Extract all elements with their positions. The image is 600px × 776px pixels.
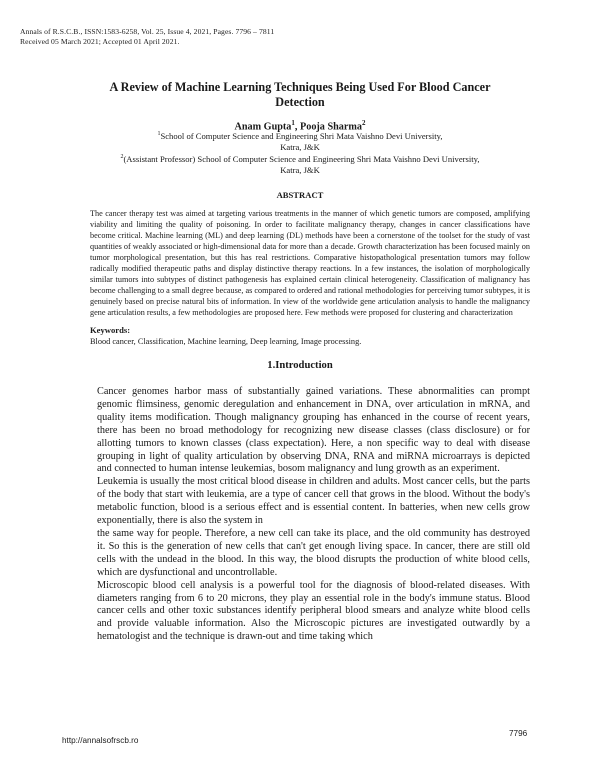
affiliation-1-superscript: 1 (157, 131, 161, 137)
paper-title (50, 80, 550, 110)
intro-paragraph-1: Cancer genomes harbor mass of substantially gained variations. These abnormalities can prompt genomic flimsiness, genomic deregulation and enhancement in DNA, over articulation in mRNA, and quality items modification. Though malignancy grouping has enhanced in the course of recent years, there has been no broad methodology for recognizing new disease classes (class disclosure) or for allotting tumors to known classes (class expectation). Here, a non specific way to deal with disease grouping in light of quality articulation by observing DNA, RNA and miRNA microarrays is depicted and connected to human intense leukemias, bosom malignancy and lung growth as an experiment. (97, 386, 530, 475)
affiliation-2-superscript: 2 (120, 154, 124, 160)
intro-paragraph-2b: the same way for people. Therefore, a new cell can take its place, and the old community has destroyed it. So this is the generation of new cells that can't get enough living space. In cancer, there are still old cells with the undead in the blood. In this way, the blood disrupts the production of white blood cells, which are dysfunctional and uncontrollable. (97, 527, 530, 578)
journal-header-line: Annals of R.S.C.B., ISSN:1583-6258, Vol. 25, Issue 4, 2021, Pages. 7796 – 7811 (20, 27, 275, 36)
author-name-2: Pooja Sharma (300, 121, 362, 133)
affiliation-1 (50, 129, 550, 153)
author-1-superscript: 1 (291, 119, 295, 127)
affiliation-2 (50, 152, 550, 176)
keywords-list: Blood cancer, Classification, Machine learning, Deep learning, Image processing. (90, 337, 362, 346)
section-heading-introduction: 1.Introduction (267, 360, 333, 371)
affiliation-1-line-1: School of Computer Science and Engineering Shri Mata Vaishno Devi University, (160, 130, 443, 141)
introduction-body (97, 386, 530, 644)
abstract-heading: ABSTRACT (276, 190, 324, 200)
affiliation-2-line-1: (Assistant Professor) School of Computer Science and Engineering Shri Mata Vaishno Devi University, (123, 153, 480, 164)
author-2-superscript: 2 (361, 119, 366, 127)
author-separator: , (294, 121, 300, 133)
intro-paragraph-3: Microscopic blood cell analysis is a powerful tool for the diagnosis of blood-related diseases. With diameters ranging from 6 to 20 microns, they play an essential role in the body's immune status. Blood cancer cells and other toxic substances identify peripheral blood smears and analyze white blood cells and provide valuable information. Also the Microscopic pictures are investigated outwardly by a hematologist and the technique is drawn-out and time taking which (97, 579, 530, 643)
keywords-heading: Keywords: (90, 325, 131, 335)
affiliation-2-line-2: Katra, J&K (280, 164, 320, 175)
page-number: 7796 (509, 729, 528, 738)
affiliation-1-line-2: Katra, J&K (280, 141, 320, 152)
author-name-1: Anam Gupta (234, 121, 292, 133)
paper-title-line-2: Detection (275, 95, 325, 109)
journal-url-link[interactable]: http://annalsofrscb.ro (62, 736, 139, 745)
paper-title-line-1: A Review of Machine Learning Techniques Being Used For Blood Cancer (109, 80, 491, 94)
abstract-body: The cancer therapy test was aimed at targeting various treatments in the manner of which genetic tumors are composed, amplifying viability and limiting the quality of poisoning. In order to facilitate malignancy therapy, changes in cancer classifications have become critical. Machine learning (ML) and deep learning (DL) methods have been a cornerstone of the toolset for the study of vast quantities of weakly associated or high-dimensional data for more than a decade. Growth characterization has been focused mainly on tumor morphological presentation, but this has real restrictions. Comparative histopathological presentation tumors may follow radically modified therapeutic paths and display distinctive therapy reactions. In a few instances, the isolation of morphologically similar tumors into subtypes of distinct pathogenesis has explained certain clinical heterogeneity. Classification of malignancy has become challenging to a small degree because, as compared to ordered and rational methodologies for perceiving tumor subtypes, it is genuinely based on precise natural bits of information. In view of the worldwide gene articulation analysis to handle the malignancy gene articulation results, a few methodologies are proposed here. Few methods were proposed for clustering and characterization (90, 209, 530, 317)
received-accepted-line: Received 05 March 2021; Accepted 01 April 2021. (20, 37, 180, 46)
intro-paragraph-2a: Leukemia is usually the most critical blood disease in children and adults. Most cancer cells, but the parts of the body that start with leukemia, are a type of cancer cell that grows in the blood. Without the body's metabolic function, blood is a serious effect and is essential content. In batteries, when new cells grow exponentially, there is also the system in (97, 476, 530, 527)
